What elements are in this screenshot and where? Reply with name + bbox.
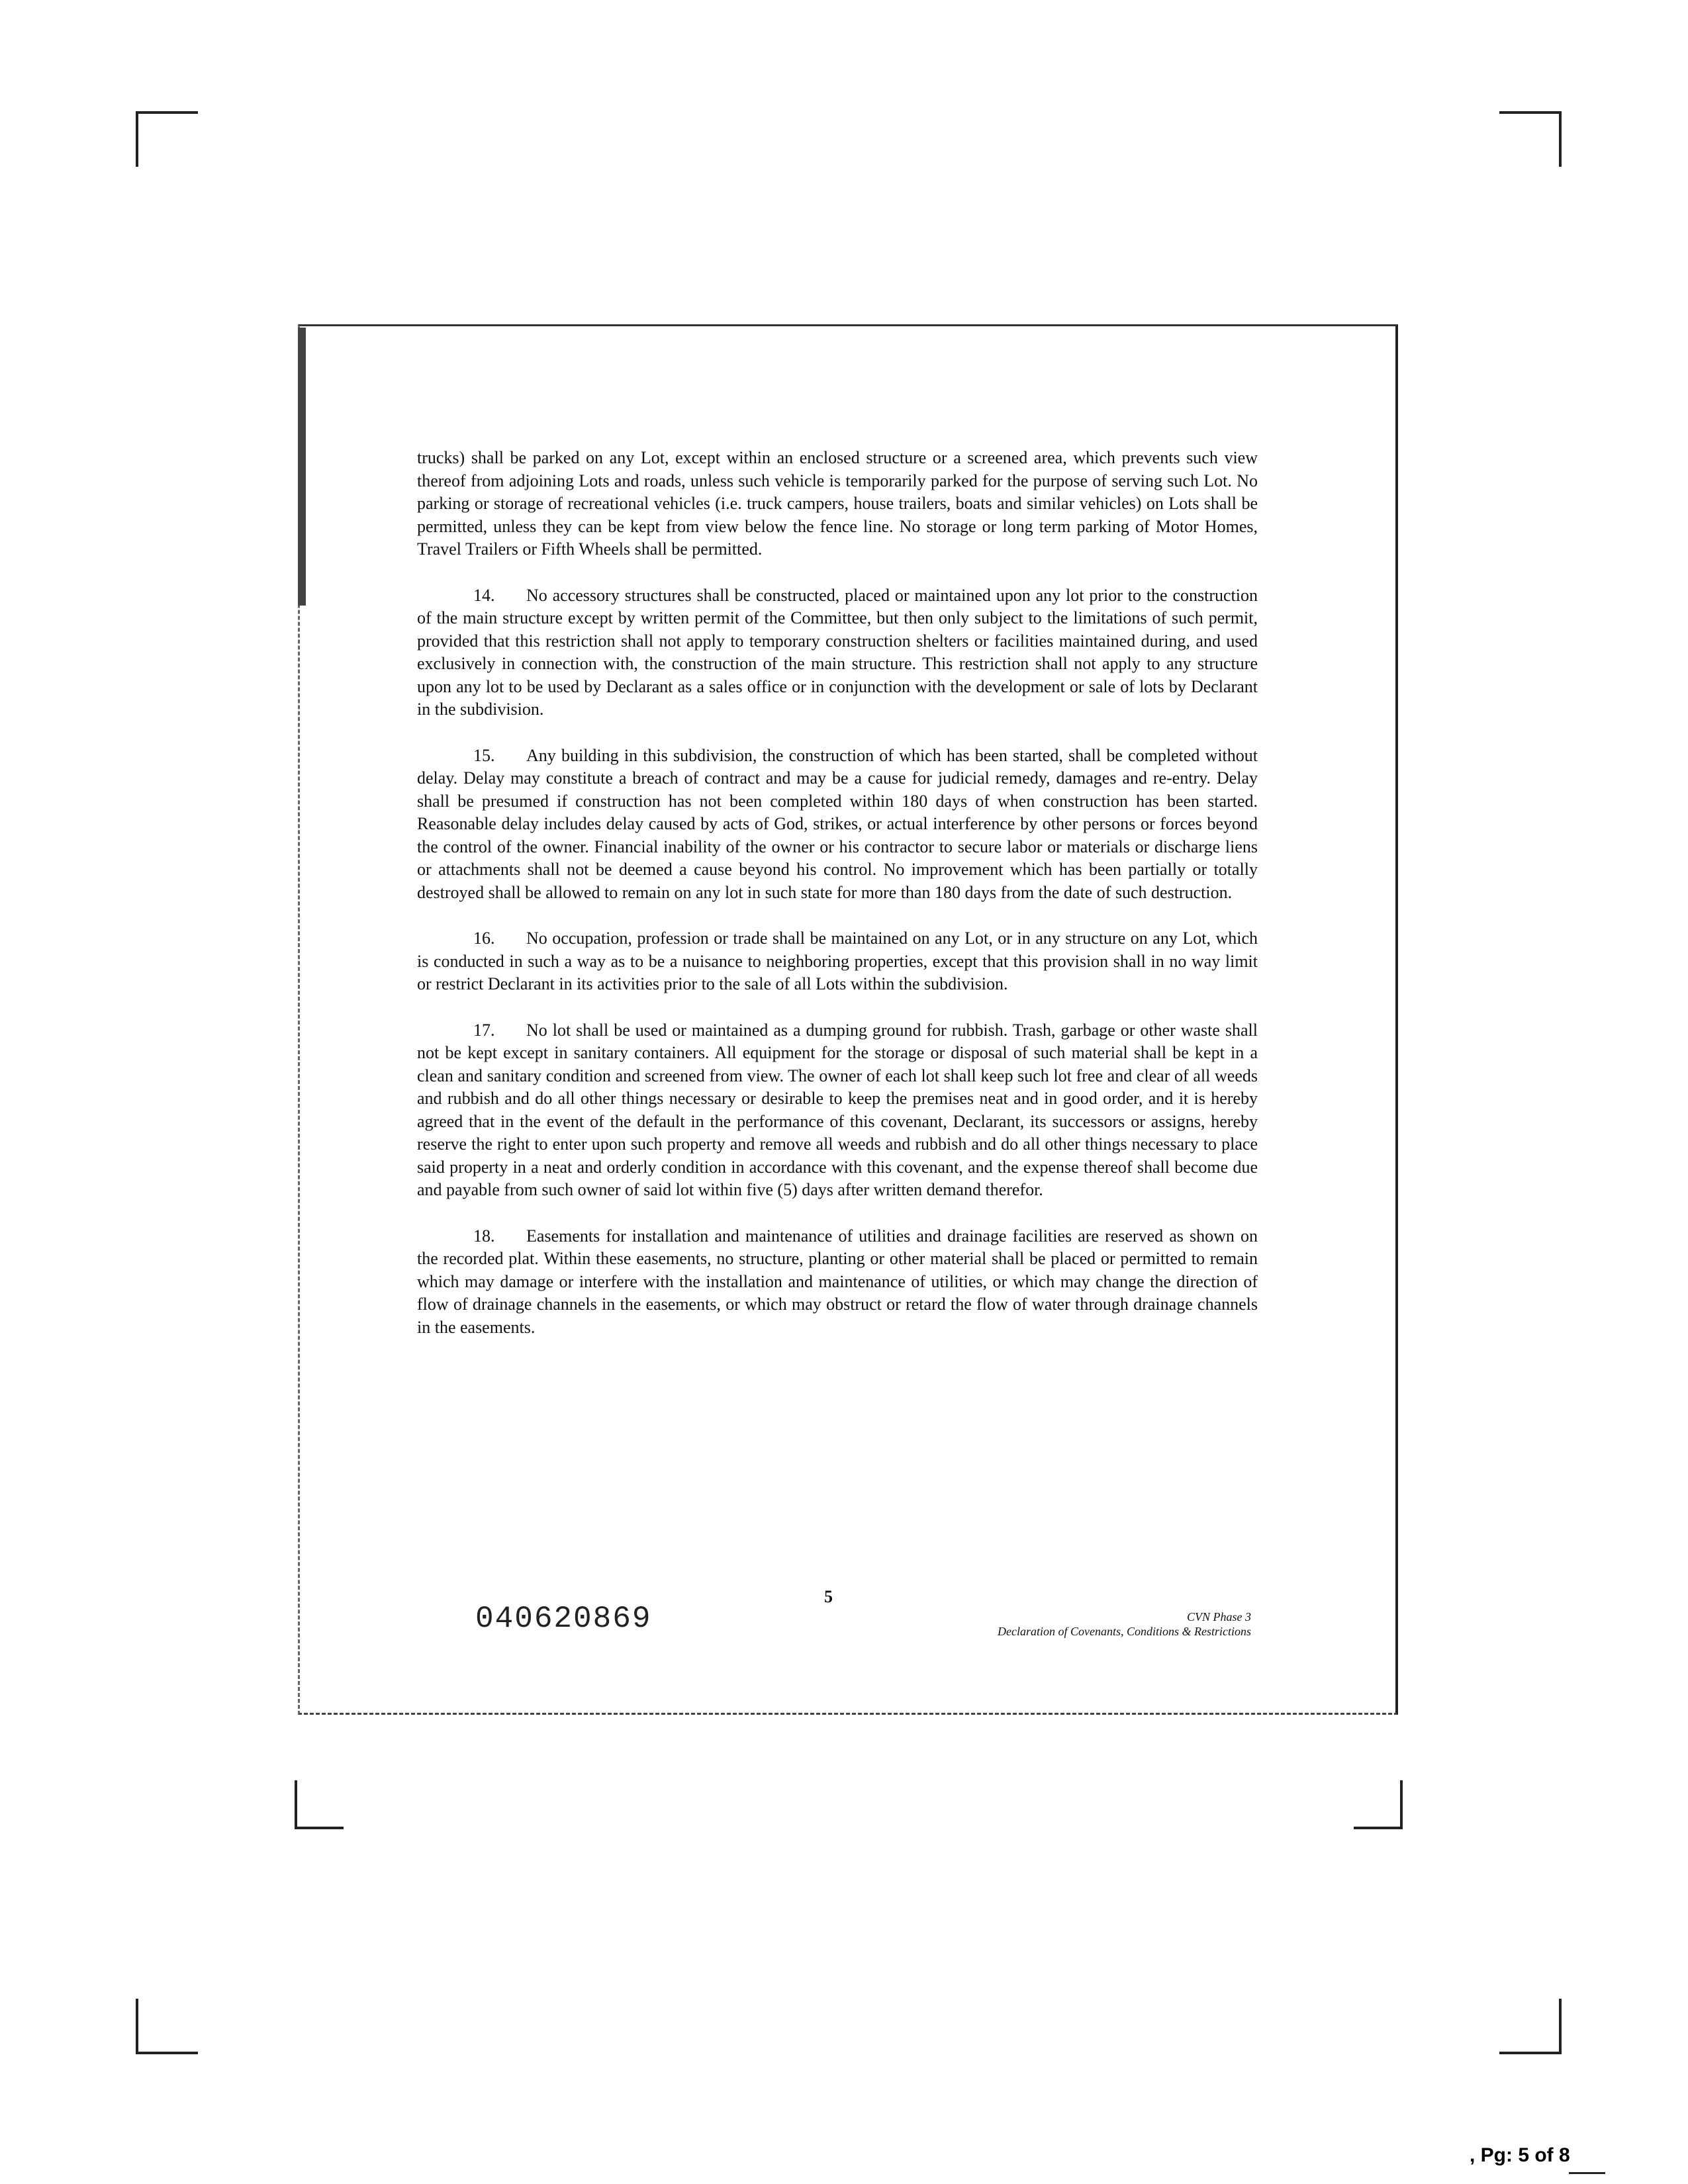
paragraph-number: 17. — [473, 1020, 495, 1040]
scan-corner-top-left — [136, 111, 198, 167]
paragraph-continuation: trucks) shall be parked on any Lot, except within an enclosed structure or a screened area, which prevents such view thereof from adjoining Lots and roads, unless such vehicle is temporarily parked for the purpose of serving such Lot. No parking or storage of recreational vehicles (i.e. truck campers, house trailers, boats and similar vehicles) on Lots shall be permitted, unless they can be kept from view below the fence line. No storage or long term parking of Motor Homes, Travel Trailers or Fifth Wheels shall be permitted. — [417, 448, 1258, 559]
inner-corner-bottom-right — [1354, 1780, 1403, 1829]
paragraph-text: No occupation, profession or trade shall be maintained on any Lot, or in any structure on any Lot, which is conducted in such a way as to be a nuisance to neighboring properties, except that this provision shall in no way limit or restrict Declarant in its activities prior to the sale of all Lots within the subdivision. — [417, 929, 1258, 993]
page-number: 5 — [824, 1587, 833, 1606]
scan-corner-bottom-right — [1499, 1999, 1562, 2054]
paragraph-number: 16. — [473, 929, 495, 948]
binding-shadow — [298, 328, 306, 606]
footer-title-block — [900, 1610, 1251, 1639]
footer-line-2: Declaration of Covenants, Conditions & Restrictions — [998, 1625, 1251, 1638]
document-number: 040620869 — [475, 1602, 652, 1636]
scan-corner-top-right — [1499, 111, 1562, 167]
paragraph-number: 14. — [473, 585, 495, 605]
scan-corner-bottom-left — [136, 1999, 198, 2054]
paragraph-number: 15. — [473, 745, 495, 765]
paragraph-15 — [417, 745, 1258, 905]
paragraph-text: Any building in this subdivision, the construction of which has been started, shall be completed without delay. Delay may constitute a breach of contract and may be a cause for judicial remedy, damages and re-entry. Delay shall be presumed if construction has not been completed within 180 days of when construction has been started. Reasonable delay includes delay caused by acts of God, strikes, or actual interference by other persons or forces beyond the control of the owner. Financial inability of the owner or his contractor to secure labor or materials or discharge liens or attachments shall not be deemed a cause beyond his control. No improvement which has been partially or totally destroyed shall be allowed to remain on any lot in such state for more than 180 days from the date of such destruction. — [417, 745, 1258, 902]
paragraph-text: No accessory structures shall be constructed, placed or maintained upon any lot prior to the construction of the main structure except by written permit of the Committee, but then only subject to the limitations of such permit, provided that this restriction shall not apply to temporary construction shelters or facilities maintained during, and used exclusively in connection with, the construction of the main structure. This restriction shall not apply to any structure upon any lot to be used by Declarant as a sales office or in conjunction with the development or sale of lots by Declarant in the subdivision. — [417, 585, 1258, 719]
scan-footer-rule — [1569, 2172, 1605, 2174]
paragraph-text: Easements for installation and maintenance of utilities and drainage facilities are reserved as shown on the recorded plat. Within these easements, no structure, planting or other material shall be placed or permitted to remain which may damage or interfere with the installation and maintenance of utilities, or which may change the direction of flow of drainage channels in the easements, or which may obstruct or retard the flow of water through drainage channels in the easements. — [417, 1226, 1258, 1337]
paragraph-14 — [417, 584, 1258, 721]
paragraph-18 — [417, 1225, 1258, 1340]
scan-page-indicator: , Pg: 5 of 8 — [1470, 2144, 1570, 2166]
paragraph-16 — [417, 927, 1258, 996]
inner-corner-bottom-left — [295, 1780, 344, 1829]
paragraph-17 — [417, 1019, 1258, 1202]
document-body — [417, 447, 1258, 1362]
paragraph-number: 18. — [473, 1226, 495, 1246]
footer-line-1: CVN Phase 3 — [1187, 1610, 1251, 1623]
paragraph-text: No lot shall be used or maintained as a dumping ground for rubbish. Trash, garbage or other waste shall not be kept except in sanitary containers. All equipment for the storage or disposal of such material shall be kept in a clean and sanitary condition and screened from view. The owner of each lot shall keep such lot free and clear of all weeds and rubbish and do all other things necessary or desirable to keep the premises neat and in good order, and it is hereby agreed that in the event of the default in the performance of this covenant, Declarant, its successors or assigns, hereby reserve the right to enter upon such property and remove all weeds and rubbish and do all other things necessary to place said property in a neat and orderly condition in accordance with this covenant, and the expense thereof shall become due and payable from such owner of said lot within five (5) days after written demand therefor. — [417, 1020, 1258, 1199]
